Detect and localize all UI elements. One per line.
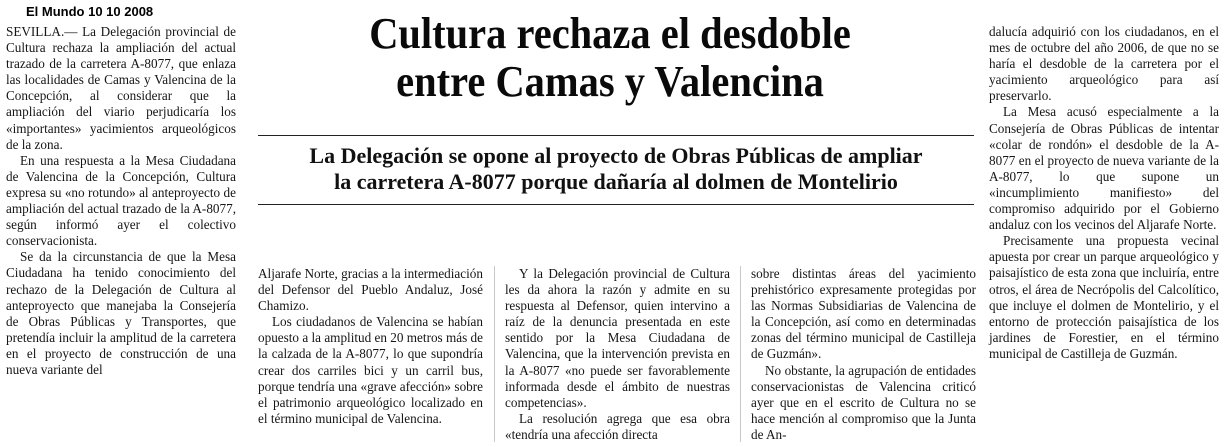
headline-line: Cultura rechaza el desdoble xyxy=(369,9,851,58)
article-column-bottom-1 xyxy=(258,266,483,427)
article-column-bottom-2 xyxy=(505,266,730,443)
article-column-right xyxy=(989,24,1219,362)
source-date-label: El Mundo 10 10 2008 xyxy=(26,4,154,19)
article-column-bottom-3 xyxy=(751,266,976,443)
paragraph: Aljarafe Norte, gracias a la intermediación del Defensor del Pueblo Andaluz, José Chamizo. xyxy=(258,266,483,314)
headline-line: entre Camas y Valencina xyxy=(396,57,824,106)
paragraph: SEVILLA.— La Delegación provincial de Cultura rechaza la ampliación del actual trazado de la carretera A-8077, que enlaza las localidades de Camas y Valencina de la Concepción, al considerar que la ampliación del viario perjudicaría los «importantes» yacimientos arqueológicos de la zona. xyxy=(6,24,236,152)
paragraph: No obstante, la agrupación de entidades conservacionistas de Valencina criticó ayer que en el escrito de Cultura no se hace mención al compromiso que la Junta de An- xyxy=(751,362,976,442)
paragraph: Precisamente una propuesta vecinal apuesta por crear un parque arqueológico y paisajístico de esta zona que incluiría, entre otros, el área de Necrópolis del Calcolítico, que incluye el dolmen de Montelirio, y el entorno de protección paisajística de los jardines de Forestier, en el término municipal de Castilleja de Guzmán. xyxy=(989,233,1219,361)
subheadline-line: la carretera A-8077 porque dañaría al dolmen de Montelirio xyxy=(334,169,898,194)
divider-rule xyxy=(258,204,974,205)
paragraph: Se da la circunstancia de que la Mesa Ciudadana ha tenido conocimiento del rechazo de la Delegación de Cultura al anteproyecto que manejaba la Consejería de Obras Públicas y Transportes, que pretendía incluir la amplitud de la carretera en el proyecto de construcción de una nueva variante del xyxy=(6,249,236,377)
column-divider xyxy=(740,266,741,442)
subheadline xyxy=(258,143,974,195)
divider-rule xyxy=(258,135,974,136)
paragraph: En una respuesta a la Mesa Ciudadana de Valencina de la Concepción, Cultura expresa su «no rotundo» al anteproyecto de ampliación del actual trazado de la A-8077, según informó ayer el colectivo conservacionista. xyxy=(6,152,236,249)
headline xyxy=(279,10,941,106)
article-column-left xyxy=(6,24,236,378)
paragraph: dalucía adquirió con los ciudadanos, en el mes de octubre del año 2006, de que no se haría el desdoble de la carretera por el yacimiento arqueológico para así preservarlo. xyxy=(989,24,1219,104)
paragraph: La resolución agrega que esa obra «tendría una afección directa xyxy=(505,410,730,442)
subheadline-line: La Delegación se opone al proyecto de Obras Públicas de ampliar xyxy=(309,143,923,168)
column-divider xyxy=(494,266,495,442)
paragraph: sobre distintas áreas del yacimiento prehistórico expresamente protegidas por las Normas Subsidiarias de Valencina de la Concepción, así como en determinadas zonas del término municipal de Castilleja de Guzmán». xyxy=(751,266,976,362)
paragraph: Los ciudadanos de Valencina se habían opuesto a la amplitud en 20 metros más de la calzada de la A-8077, lo que supondría crear dos carriles bici y un carril bus, porque tendría una «grave afección» sobre el patrimonio arqueológico localizado en el término municipal de Valencina. xyxy=(258,314,483,426)
paragraph: Y la Delegación provincial de Cultura les da ahora la razón y admite en su respuesta al Defensor, quien intervino a raíz de la denuncia presentada en este sentido por la Mesa Ciudadana de Valencina, que la intervención prevista en la A-8077 «no puede ser favorablemente informada desde el ámbito de nuestras competencias». xyxy=(505,266,730,410)
paragraph: La Mesa acusó especialmente a la Consejería de Obras Públicas de intentar «colar de rondón» el desdoble de la A-8077 en el proyecto de nueva variante de la A-8077, lo que supone un «incumplimiento manifiesto» del compromiso adquirido por el Gobierno andaluz con los vecinos del Aljarafe Norte. xyxy=(989,104,1219,233)
